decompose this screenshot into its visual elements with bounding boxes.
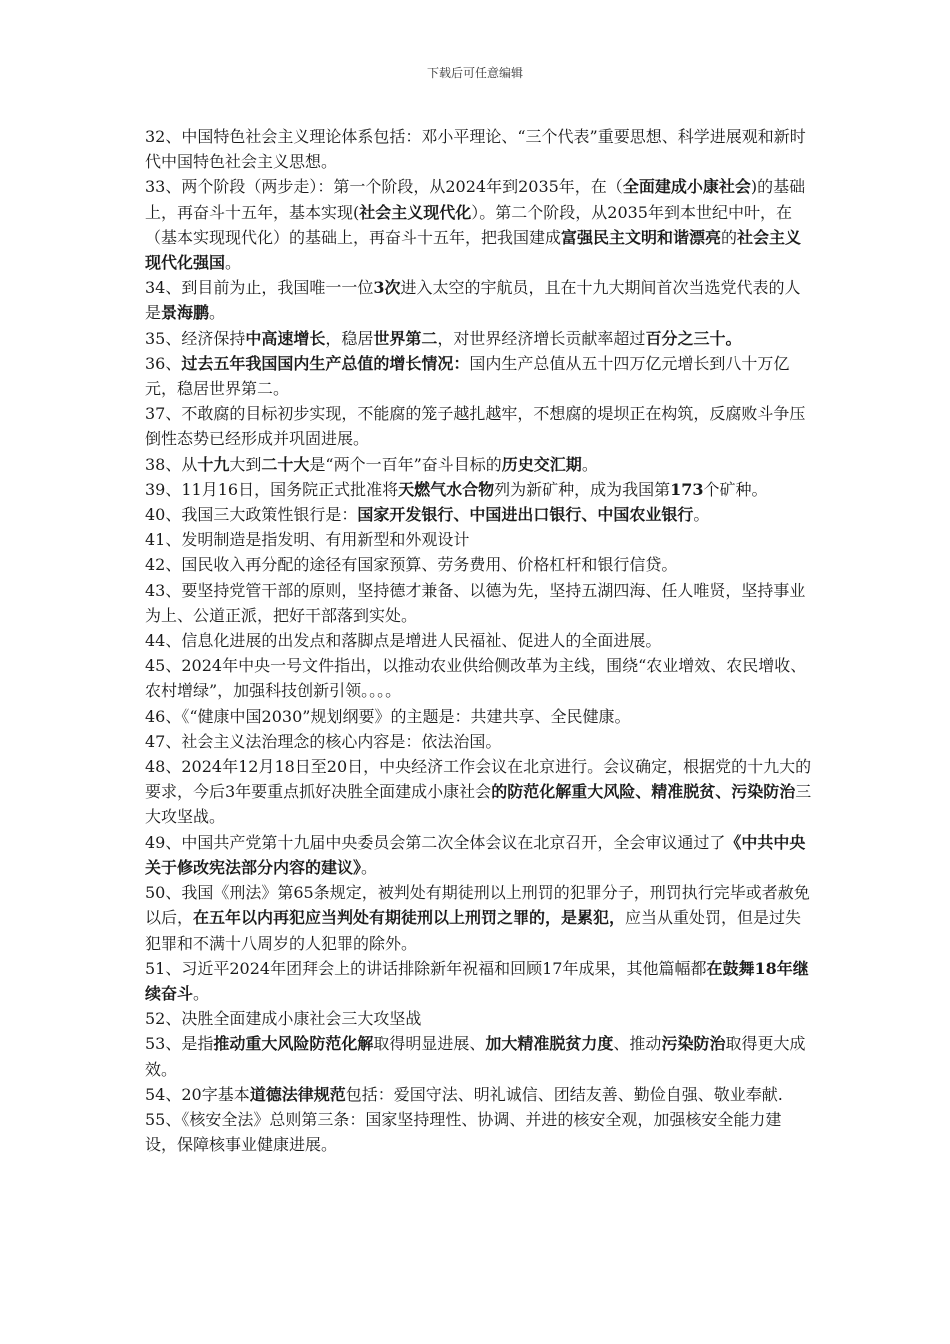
text-segment: 33、两个阶段（两步走）：第一个阶段，从2024年到2035年，在（ xyxy=(145,177,623,197)
bold-text: 富强民主文明和谐漂亮 xyxy=(561,227,722,247)
bold-text: 《中共中央关于修改宪法部分内容的建议》 xyxy=(145,832,806,877)
list-item xyxy=(145,1107,813,1157)
text-segment: 个矿种。 xyxy=(703,479,768,499)
list-item xyxy=(145,552,813,577)
list-item xyxy=(145,452,813,477)
list-item xyxy=(145,830,813,880)
text-segment: 列为新矿种，成为我国第 xyxy=(494,479,671,499)
text-segment: 44、信息化进展的出发点和落脚点是增进人民福祉、促进人的全面进展。 xyxy=(145,631,662,651)
text-segment: 43、要坚持党管干部的原则，坚持德才兼备、以德为先，坚持五湖四海、任人唯贤，坚持事业为上、公道正派，把好干部落到实处。 xyxy=(145,580,806,625)
bold-text: 世界第二 xyxy=(373,328,438,348)
text-segment: 。 xyxy=(193,983,210,1003)
text-segment: 大到 xyxy=(229,454,262,474)
list-item xyxy=(145,1082,813,1107)
bold-text: 中高速增长 xyxy=(245,328,326,348)
text-segment: 。 xyxy=(209,303,226,323)
list-item xyxy=(145,578,813,628)
list-item xyxy=(145,628,813,653)
text-segment: 国内生产总值从五十四万亿元增长到八十万亿元，稳居世界第二。 xyxy=(145,353,790,399)
text-segment: 包括：爱国守法、明礼诚信、团结友善、勤俭自强、敬业奉献. xyxy=(345,1084,783,1104)
list-item xyxy=(145,956,813,1006)
text-segment: 38、从 xyxy=(145,454,198,474)
text-segment: 、推动 xyxy=(613,1034,662,1054)
list-item xyxy=(145,477,813,502)
text-segment: 取得更大成效。 xyxy=(145,1034,806,1079)
text-segment: 。 xyxy=(693,505,710,525)
text-segment: 37、不敢腐的目标初步实现，不能腐的笼子越扎越牢，不想腐的堤坝正在构筑，反腐败斗争压倒性态势已经形成并巩固进展。 xyxy=(145,404,806,449)
text-segment: 32、中国特色社会主义理论体系包括：邓小平理论、“三个代表”重要思想、科学进展观和新时代中国特色社会主义思想。 xyxy=(145,127,806,172)
text-segment: 。 xyxy=(361,857,378,877)
list-item xyxy=(145,653,813,703)
list-item xyxy=(145,351,813,401)
bold-text: 污染防治 xyxy=(661,1034,726,1054)
bold-text: 道德法律规范 xyxy=(249,1084,346,1104)
text-segment: 三大攻坚战。 xyxy=(145,782,812,827)
bold-text: 加大精准脱贫力度 xyxy=(485,1034,614,1054)
bold-text: 景海鹏 xyxy=(161,303,210,323)
text-segment: ，稳居 xyxy=(325,328,374,348)
text-segment: 35、经济保持 xyxy=(145,328,246,348)
list-item xyxy=(145,401,813,451)
list-item xyxy=(145,527,813,552)
text-segment: 41、发明制造是指发明、有用新型和外观设计 xyxy=(145,530,470,550)
bold-text: 全面建成小康社会 xyxy=(622,177,751,197)
text-segment: 36、 xyxy=(145,353,182,373)
bold-text: 过去五年我国国内生产总值的增长情况： xyxy=(181,353,470,373)
text-segment: ）。第二个阶段，从2035年到本世纪中叶，在（基本实现现代化）的基础上，再奋斗十五年，把我国建成 xyxy=(145,202,792,247)
text-segment: 45、2024年中央一号文件指出，以推动农业供给侧改革为主线，围绕“农业增效、农民增收、农村增绿”，加强科技创新引领。。。。 xyxy=(145,656,807,701)
text-segment: 。 xyxy=(581,454,598,474)
list-item xyxy=(145,754,813,830)
text-segment: 进入太空的宇航员，且在十九大期间首次当选党代表的人是 xyxy=(145,278,801,323)
text-segment: 46、《“健康中国2030”规划纲要》的主题是：共建共享、全民健康。 xyxy=(145,706,631,726)
list-item xyxy=(145,704,813,729)
bold-text: 在五年以内再犯应当判处有期徒刑以上刑罚之罪的，是累犯， xyxy=(193,908,626,928)
text-segment: 34、到目前为止，我国唯一一位 xyxy=(145,278,374,298)
list-item xyxy=(145,1031,813,1081)
text-segment: ，对世界经济增长贡献率超过 xyxy=(437,328,646,348)
text-segment: 。 xyxy=(225,253,242,273)
text-segment: 取得明显进展、 xyxy=(373,1034,486,1054)
bold-text: 天燃气水合物 xyxy=(398,479,495,499)
text-segment: 40、我国三大政策性银行是： xyxy=(145,505,358,525)
document-body xyxy=(145,124,813,1157)
bold-text: 推动重大风险防范化解 xyxy=(213,1034,374,1054)
list-item xyxy=(145,1006,813,1031)
text-segment: 54、20字基本 xyxy=(145,1084,250,1104)
bold-text: 社会主义现代化强国 xyxy=(145,227,802,273)
bold-text: 社会主义现代化 xyxy=(359,202,472,222)
text-segment: 48、2024年12月18日至20日，中央经济工作会议在北京进行。会议确定，根据党的十九大的要求，今后3年要重点抓好决胜全面建成小康社会 xyxy=(145,757,812,802)
bold-text: 二十大 xyxy=(261,454,310,474)
text-segment: 50、我国《刑法》第65条规定，被判处有期徒刑以上刑罚的犯罪分子，刑罚执行完毕或者赦免以后， xyxy=(145,883,810,928)
text-segment: 52、决胜全面建成小康社会三大攻坚战 xyxy=(145,1009,422,1029)
text-segment: 55、《核安全法》总则第三条：国家坚持理性、协调、并进的核安全观，加强核安全能力建设，保障核事业健康进展。 xyxy=(145,1109,782,1155)
text-segment: 47、社会主义法治理念的核心内容是：依法治国。 xyxy=(145,731,502,751)
text-segment: 是“两个一百年”奋斗目标的 xyxy=(309,454,502,474)
bold-text: 3次 xyxy=(373,278,401,298)
text-segment: )的基础上，再奋斗十五年，基本实现( xyxy=(145,177,806,222)
page-header: 下载后可任意编辑 xyxy=(426,66,523,80)
text-segment: 51、习近平2024年团拜会上的讲话排除新年祝福和回顾17年成果，其他篇幅都 xyxy=(145,958,707,978)
text-segment: 的 xyxy=(721,227,738,247)
list-item xyxy=(145,502,813,527)
bold-text: 的防范化解重大风险、精准脱贫、污染防治 xyxy=(491,782,796,802)
list-item xyxy=(145,326,813,351)
list-item xyxy=(145,174,813,275)
text-segment: 53、是指 xyxy=(145,1034,214,1054)
text-segment: 49、中国共产党第十九届中央委员会第二次全体会议在北京召开，全会审议通过了 xyxy=(145,832,726,852)
bold-text: 在鼓舞18年继续奋斗 xyxy=(145,958,809,1003)
bold-text: 十九 xyxy=(197,454,230,474)
list-item xyxy=(145,880,813,956)
text-segment: 应当从重处罚，但是过失犯罪和不满十八周岁的人犯罪的除外。 xyxy=(145,908,802,953)
text-segment: 39、11月16日，国务院正式批准将 xyxy=(145,479,399,499)
bold-text: 历史交汇期 xyxy=(501,454,582,474)
bold-text: 百分之三十。 xyxy=(645,328,742,348)
list-item xyxy=(145,729,813,754)
list-item xyxy=(145,124,813,174)
list-item xyxy=(145,275,813,325)
text-segment: 42、国民收入再分配的途径有国家预算、劳务费用、价格杠杆和银行信贷。 xyxy=(145,555,678,575)
bold-text: 国家开发银行、中国进出口银行、中国农业银行 xyxy=(357,505,694,525)
bold-text: 173 xyxy=(670,479,704,499)
